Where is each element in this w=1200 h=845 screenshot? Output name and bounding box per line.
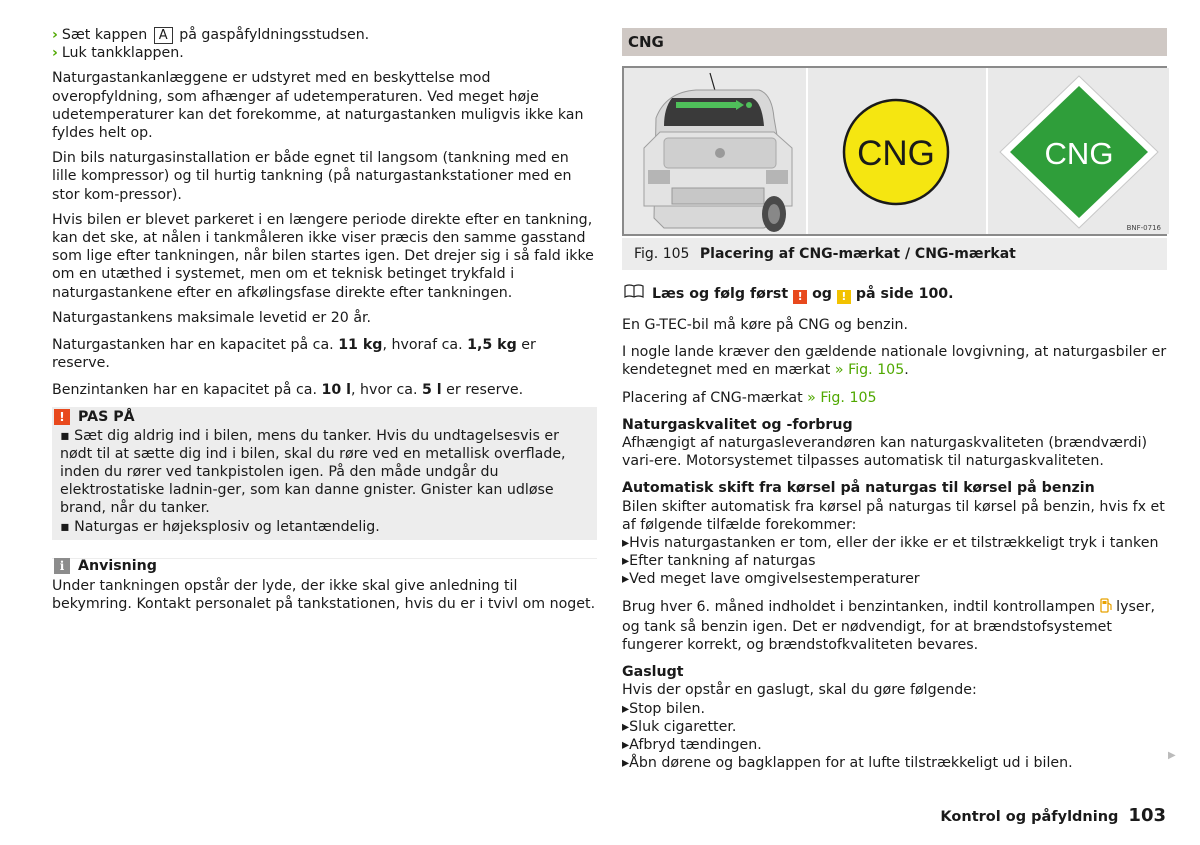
step-arrow-icon: ›: [52, 45, 58, 62]
paragraph: Hvis bilen er blevet parkeret i en længere periode direkte efter en tankning, kan det ske, at nålen i tankmåleren ikke viser præcis den samme gasstand som lige efter tankningen, når bilen startes igen. Det drejer sig i så fald ikke om en utæthed i systemet, men om et teknisk betinget trykfald i naturgastankene efter en afkølingsfase direkte efter tankningen.: [52, 211, 594, 301]
caption-number: Fig. 105: [634, 246, 690, 262]
section-title: CNG: [622, 28, 1167, 56]
note-header: [52, 558, 597, 574]
petrol-usage-end: lyser, og tank så benzin igen. Det er nødvendigt, for at brændstofsystemet fungerer korrekt, og brændstofkvaliteten bevares.: [622, 598, 1155, 654]
warning-item-text: Sæt dig aldrig ind i bilen, mens du tanker. Hvis du undtagelsesvis er nødt til at sætte dig ind i bilen, skal du røre ved en metallisk overflade, inden du rører ved tankpistolen igen. På den måde undgår du elektrostatiske ladnin-ger, som kan danne gnister. Gnister kan udløse brand, når du tanker.: [60, 427, 566, 517]
warning-icon: !: [54, 409, 70, 425]
law-text: [622, 343, 1167, 379]
note-text: Under tankningen opstår der lyde, der ikke skal give anledning til bekymring. Kontakt personalet på tankstationen, hvis du er i tvivl om noget.: [52, 577, 596, 613]
figure-105: [622, 66, 1167, 236]
right-column: [622, 26, 1167, 772]
warning-box: [52, 407, 597, 540]
note-title: Anvisning: [78, 557, 157, 574]
warning-title: PAS PÅ: [78, 408, 135, 425]
law-body: I nogle lande kræver den gældende nationale lovgivning, at naturgasbiler er kendetegnet med en mærkat: [622, 344, 1167, 379]
diamond-sticker-icon: [988, 68, 1169, 234]
step-1-text-end: på gaspåfyldningsstudsen.: [179, 27, 370, 43]
text: er reserve.: [441, 382, 524, 399]
page-number: 103: [1128, 805, 1166, 826]
leak-text: Hvis der opstår en gaslugt, skal du gøre følgende:: [622, 682, 977, 699]
warning-item: ▪ Naturgas er højeksplosiv og letantændelig.: [60, 518, 380, 535]
petrol-usage-start: Brug hver 6. måned indholdet i benzintanken, indtil kontrollampen: [622, 598, 1096, 615]
round-cng-sticker: [808, 68, 988, 234]
intro: En G-TEC-bil må køre på CNG og benzin.: [622, 317, 909, 333]
value: 11 kg: [338, 337, 383, 354]
left-column: [52, 26, 597, 620]
chapter-title: Kontrol og påfyldning: [940, 809, 1119, 825]
figure-caption: [622, 238, 1167, 270]
warning-item-text: Naturgas er højeksplosiv og letantændelig.: [74, 518, 380, 535]
step-1: [52, 26, 597, 44]
round-sticker-icon: [808, 68, 986, 234]
paragraph: Din bils naturgasinstallation er både egnet til langsom (tankning med en lille kompressor) og til hurtig tankning (på naturgastankstationer med en stor kom-pressor).: [52, 150, 572, 203]
law-end: .: [904, 362, 909, 379]
list-item: ▸ Ved meget lave omgivelsestemperaturer: [622, 570, 1167, 588]
placement-body: Placering af CNG-mærkat: [622, 389, 803, 406]
diamond-cng-sticker: [988, 68, 1169, 234]
continue-arrow-icon: ▶: [1168, 750, 1176, 761]
figure-link[interactable]: » Fig. 105: [834, 362, 905, 379]
step-arrow-icon: ›: [52, 27, 58, 43]
read-first-text: Læs og følg først: [652, 286, 789, 302]
quality-text: Afhængigt af naturgasleverandøren kan naturgaskvaliteten (brændværdi) vari-ere. Motorsystemet tilpasses automatisk til naturgaskvaliteten.: [622, 435, 1148, 470]
warning-header: [52, 407, 597, 427]
warning-red-icon: !: [793, 290, 807, 304]
list-item: ▸ Stop bilen.: [622, 700, 1167, 718]
info-icon: i: [54, 558, 70, 574]
caption-text: Placering af CNG-mærkat / CNG-mærkat: [699, 246, 1016, 262]
fuel-lamp-icon: [1100, 598, 1112, 618]
switch-title: Automatisk skift fra kørsel på naturgas til kørsel på benzin: [622, 480, 1095, 497]
warning-yellow-icon: !: [837, 290, 851, 304]
figure-link[interactable]: » Fig. 105: [807, 389, 877, 406]
value: 10 l: [321, 382, 352, 399]
read-first-and: og: [812, 286, 832, 302]
paragraph: Naturgastankens maksimale levetid er 20 år.: [52, 309, 372, 326]
car-illustration-icon: [624, 68, 806, 234]
value: 5 l: [421, 382, 442, 399]
list-item: ▸ Efter tankning af naturgas: [622, 552, 1167, 570]
gas-capacity: [52, 336, 597, 372]
callout-box-a: A: [154, 27, 173, 44]
text: er reserve.: [52, 337, 536, 372]
text: Naturgastanken har en kapacitet på ca.: [52, 337, 339, 354]
petrol-capacity: [52, 381, 597, 399]
step-1-text: Sæt kappen: [61, 27, 148, 43]
quality-title: Naturgaskvalitet og -forbrug: [622, 416, 853, 433]
list-item: ▸ Åbn dørene og bagklappen for at lufte tilstrækkeligt ud i bilen.: [622, 754, 1167, 772]
text: , hvor ca.: [351, 382, 422, 399]
warning-item: ▪ Sæt dig aldrig ind i bilen, mens du tanker. Hvis du undtagelsesvis er nødt til at sætte dig ind i bilen, skal du røre ved en metallisk overflade, inden du rører ved tankpistolen igen. På den måde undgår du elektrostatiske ladnin-ger, som kan danne gnister. Gnister kan udløse brand, når du tanker.: [60, 427, 566, 517]
round-sticker-label: CNG: [857, 134, 935, 173]
warning-body: [52, 427, 597, 536]
book-icon: [624, 284, 644, 303]
leak-title: Gaslugt: [622, 664, 684, 681]
switch-text: Bilen skifter automatisk fra kørsel på naturgas til kørsel på benzin, hvis fx et af følgende tilfælde forekommer:: [622, 498, 1165, 533]
text: , hvoraf ca.: [382, 337, 468, 354]
list-item: ▸ Afbryd tændingen.: [622, 736, 1167, 754]
step-2: [52, 44, 597, 62]
list-item: ▸ Sluk cigaretter.: [622, 718, 1167, 736]
read-first-line: [622, 284, 1167, 304]
diamond-sticker-label: CNG: [1044, 136, 1114, 171]
list-item: ▸ Hvis naturgastanken er tom, eller der ikke er et tilstrækkeligt tryk i tanken: [622, 534, 1167, 552]
read-first-page: på side 100.: [855, 286, 954, 302]
car-rear-illustration: [624, 68, 808, 234]
placement-text: [622, 389, 1167, 407]
value: 1,5 kg: [467, 337, 517, 354]
petrol-usage-text: [622, 598, 1167, 655]
text: Benzintanken har en kapacitet på ca.: [52, 382, 322, 399]
figure-code: BNF-0716: [1126, 224, 1161, 232]
step-2-text: Luk tankklappen.: [61, 45, 184, 62]
page-footer: [940, 805, 1166, 826]
paragraph: Naturgastankanlæggene er udstyret med en beskyttelse mod overopfyldning, som afhænger af udetemperaturen. Ved meget høje udetemperaturer kan det forekomme, at naturgastanken muligvis ikke kan fyldes helt op.: [52, 70, 584, 142]
